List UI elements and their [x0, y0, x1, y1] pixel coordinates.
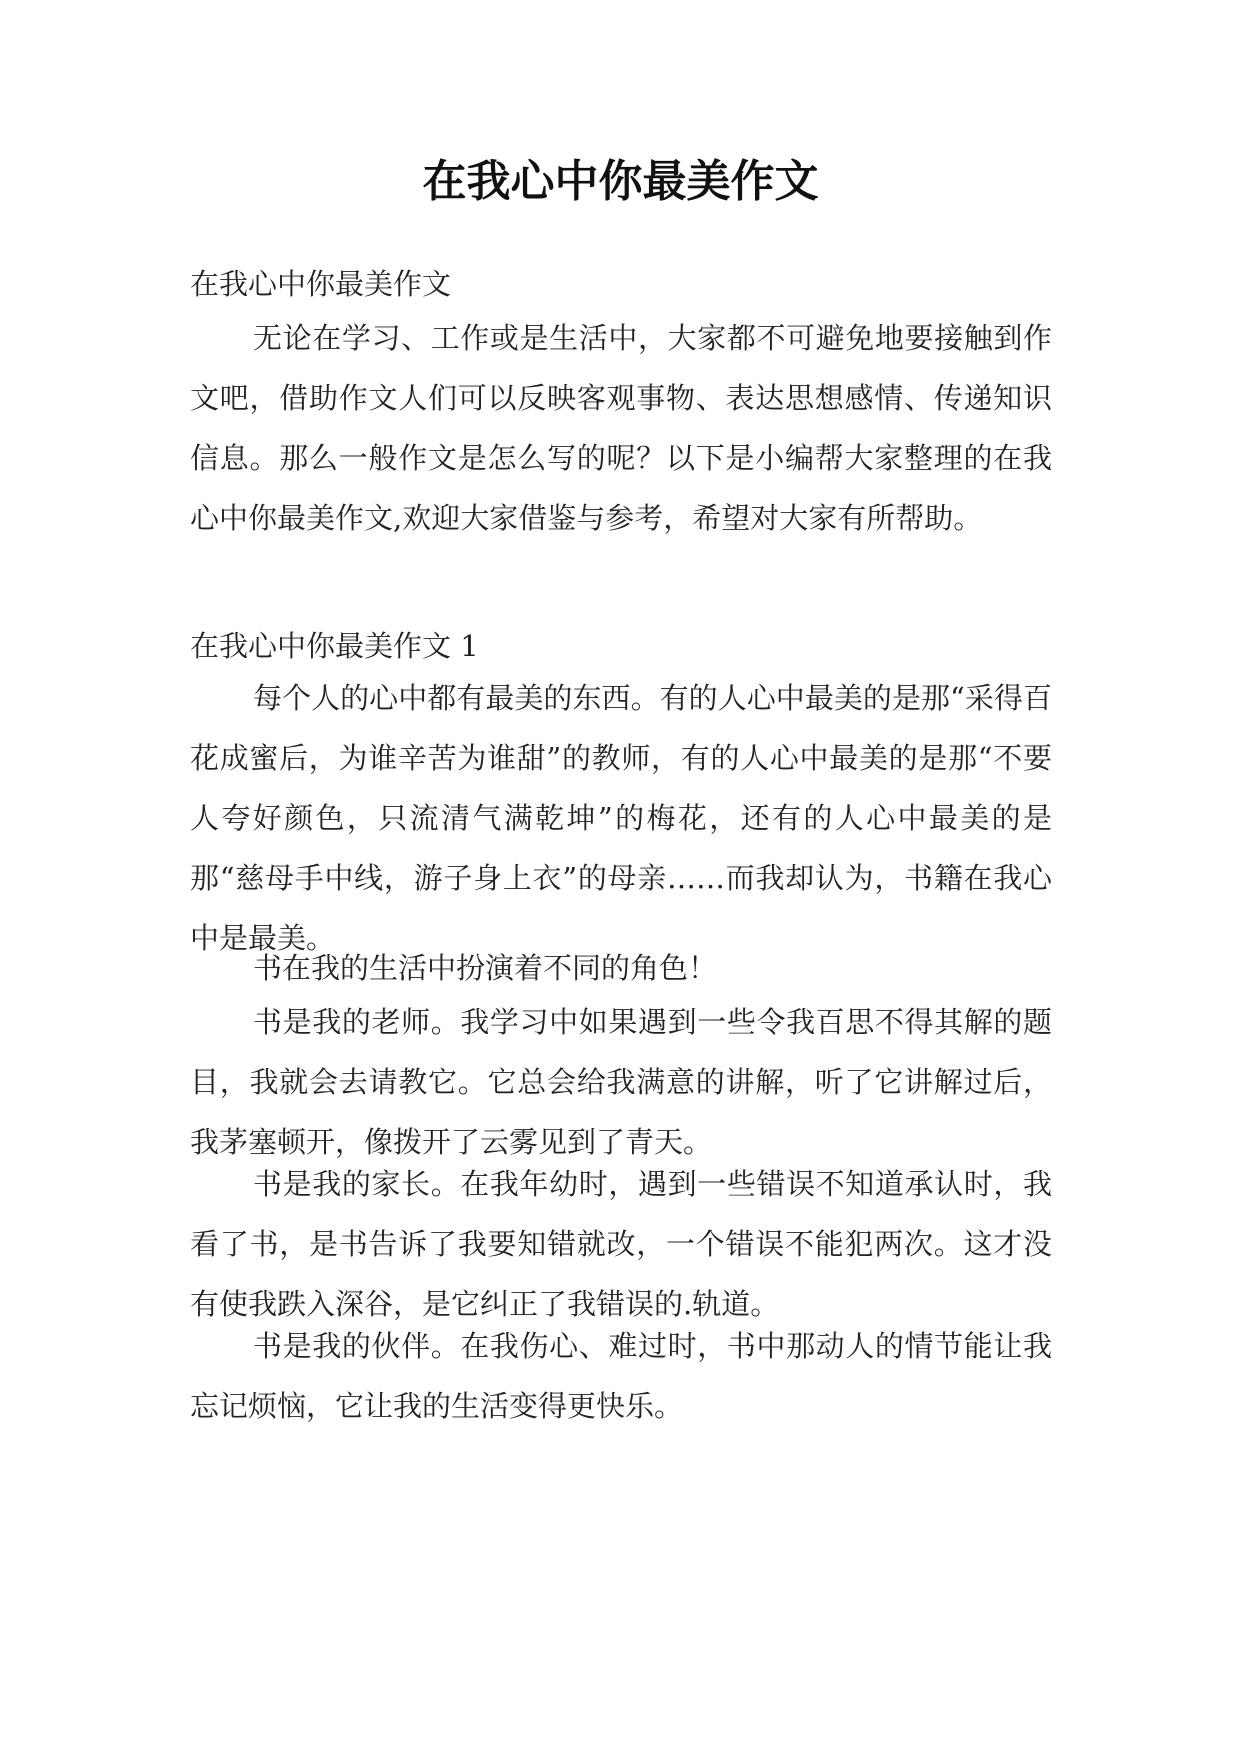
section-1-paragraph-4: 书是我的家长。在我年幼时，遇到一些错误不知道承认时，我看了书，是书告诉了我要知错就改，一个错误不能犯两次。这才没有使我跌入深谷，是它纠正了我错误的.轨道。 — [190, 1167, 1052, 1321]
document-title: 在我心中你最美作文 — [422, 156, 819, 207]
section-1-paragraph-5: 书是我的伙伴。在我伤心、难过时，书中那动人的情节能让我忘记烦恼，它让我的生活变得更快乐。 — [190, 1329, 1052, 1423]
intro-paragraph: 无论在学习、工作或是生活中，大家都不可避免地要接触到作文吧，借助作文人们可以反映客观事物、表达思想感情、传递知识信息。那么一般作文是怎么写的呢？以下是小编帮大家整理的在我心中你最美作文,欢迎大家借鉴与参考，希望对大家有所帮助。 — [190, 321, 1052, 535]
section-1-paragraph-2: 书在我的生活中扮演着不同的角色！ — [253, 951, 718, 985]
intro-heading: 在我心中你最美作文 — [190, 267, 452, 301]
section-1-paragraph-1: 每个人的心中都有最美的东西。有的人心中最美的是那“采得百花成蜜后，为谁辛苦为谁甜”的教师，有的人心中最美的是那“不要人夸好颜色，只流清气满乾坤”的梅花，还有的人心中最美的是那“慈母手中线，游子身上衣”的母亲……而我却认为，书籍在我心中是最美。 — [190, 681, 1052, 955]
section-1-paragraph-3: 书是我的老师。我学习中如果遇到一些令我百思不得其解的题目，我就会去请教它。它总会给我满意的讲解，听了它讲解过后，我茅塞顿开，像拨开了云雾见到了青天。 — [190, 1005, 1052, 1159]
section-1-heading: 在我心中你最美作文 1 — [190, 629, 479, 663]
